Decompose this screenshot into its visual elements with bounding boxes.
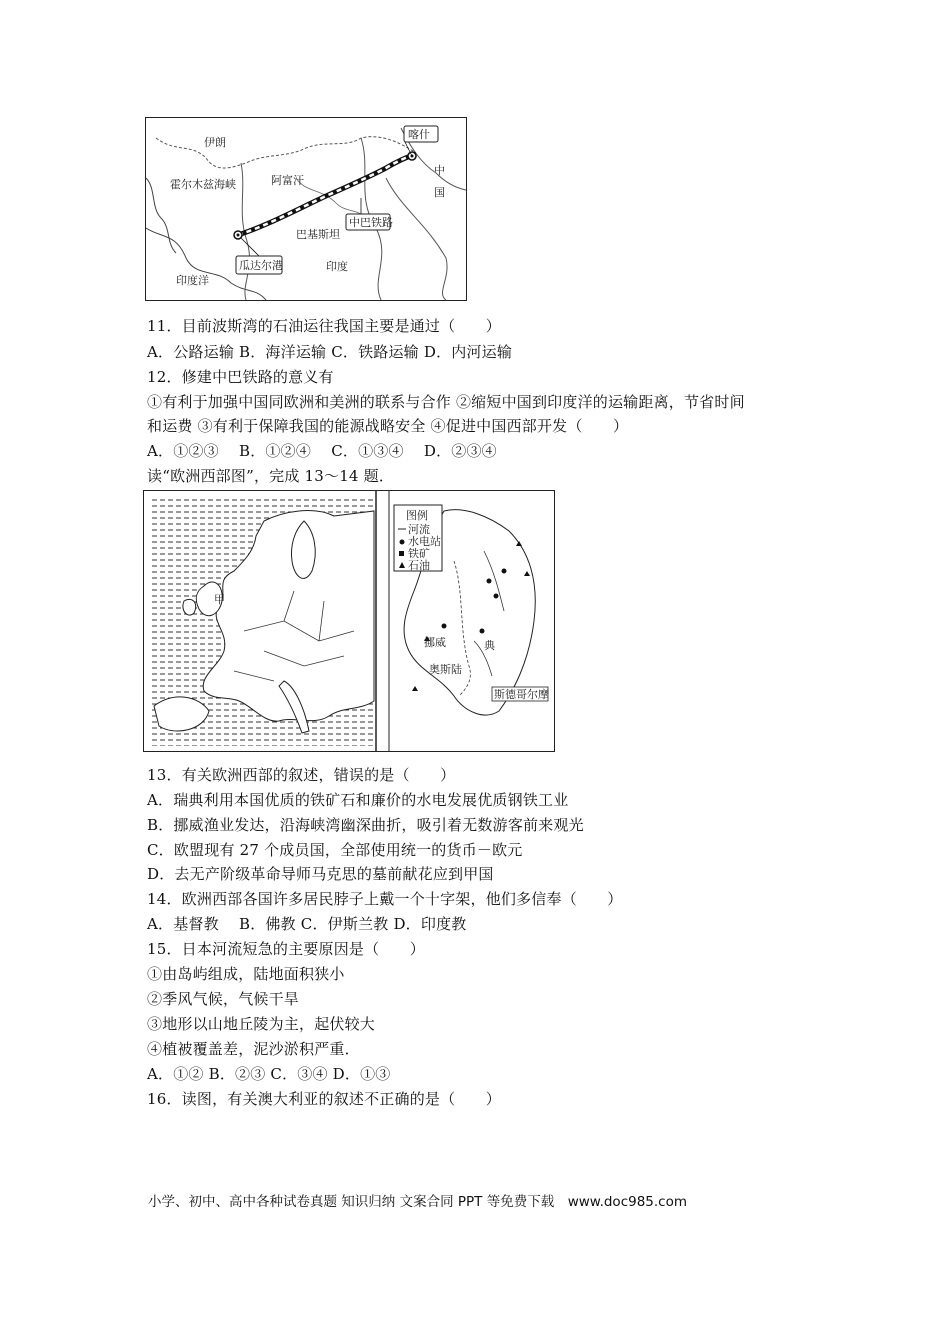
page-footer: 小学、初中、高中各种试卷真题 知识归纳 文案合同 PPT 等免费下载 www.doc985.com: [148, 1194, 688, 1210]
label-pakistan: 巴基斯坦: [296, 228, 340, 241]
label-oslo: 奥斯陆: [429, 663, 462, 676]
iron-ore-icon: [399, 551, 404, 556]
hydro-station-icon: [400, 540, 405, 545]
label-kashgar: 喀什: [408, 128, 430, 141]
label-china-pakistan-railway: 中巴铁路: [349, 216, 393, 229]
label-afghanistan: 阿富汗: [271, 174, 304, 187]
question-12-statements-1: ①有利于加强中国同欧洲和美洲的联系与合作 ②缩短中国到印度洋的运输距离，节省时间: [147, 393, 745, 411]
question-15-statement-2: ②季风气候，气候干旱: [147, 990, 300, 1008]
legend-oil: 石油: [408, 559, 430, 572]
label-stockholm: 斯德哥尔摩: [494, 688, 549, 701]
legend-title: 图例: [406, 509, 428, 522]
question-15-options: A．①② B．②③ C．③④ D．①③: [147, 1065, 391, 1083]
question-13-option-c: C．欧盟现有 27 个成员国，全部使用统一的货币－欧元: [147, 841, 523, 859]
question-13-option-b: B．挪威渔业发达，沿海峡湾幽深曲折，吸引着无数游客前来观光: [147, 816, 584, 834]
question-15-statement-1: ①由岛屿组成，陆地面积狭小: [147, 965, 345, 983]
china-pakistan-railway-map: [145, 117, 467, 301]
legend-river: 河流: [408, 523, 430, 536]
question-13-option-a: A．瑞典利用本国优质的铁矿石和廉价的水电发展优质钢铁工业: [147, 791, 569, 809]
legend-hydro: 水电站: [408, 535, 441, 548]
question-12-options: A．①②③ B．①②④ C．①③④ D．②③④: [147, 442, 497, 460]
question-11: 11．目前波斯湾的石油运往我国主要是通过（ ）: [147, 317, 501, 335]
question-13: 13．有关欧洲西部的叙述，错误的是（ ）: [147, 766, 456, 784]
label-gwadar: 瓜达尔港: [239, 259, 283, 272]
label-norway: 挪威: [424, 636, 446, 649]
question-16: 16．读图，有关澳大利亚的叙述不正确的是（ ）: [147, 1090, 501, 1108]
question-15: 15．日本河流短急的主要原因是（ ）: [147, 940, 425, 958]
label-iran: 伊朗: [204, 136, 226, 149]
label-hormuz: 霍尔木兹海峡: [170, 178, 236, 191]
label-china-1: 中: [434, 164, 445, 177]
western-europe-map: [143, 490, 555, 752]
question-14: 14．欧洲西部各国许多居民脖子上戴一个十字架，他们多信奉（ ）: [147, 890, 623, 908]
question-15-statement-4: ④植被覆盖差，泥沙淤积严重．: [147, 1040, 360, 1058]
label-china-2: 国: [434, 186, 445, 199]
question-12: 12．修建中巴铁路的意义有: [147, 368, 334, 386]
question-11-options: A．公路运输 B．海洋运输 C．铁路运输 D．内河运输: [147, 343, 513, 361]
label-sweden: 典: [484, 639, 495, 652]
label-jia: 甲: [214, 593, 225, 606]
question-15-statement-3: ③地形以山地丘陵为主，起伏较大: [147, 1015, 376, 1033]
legend-iron: 铁矿: [408, 547, 430, 560]
label-india: 印度: [326, 260, 348, 273]
reading-instruction: 读“欧洲西部图”，完成 13～14 题．: [147, 467, 395, 485]
question-12-statements-2: 和运费 ③有利于保障我国的能源战略安全 ④促进中国西部开发（ ）: [147, 417, 629, 435]
question-13-option-d: D．去无产阶级革命导师马克思的墓前献花应到甲国: [147, 865, 494, 883]
label-indian-ocean: 印度洋: [176, 274, 209, 287]
question-14-options: A．基督教 B．佛教 C．伊斯兰教 D．印度教: [147, 915, 467, 933]
